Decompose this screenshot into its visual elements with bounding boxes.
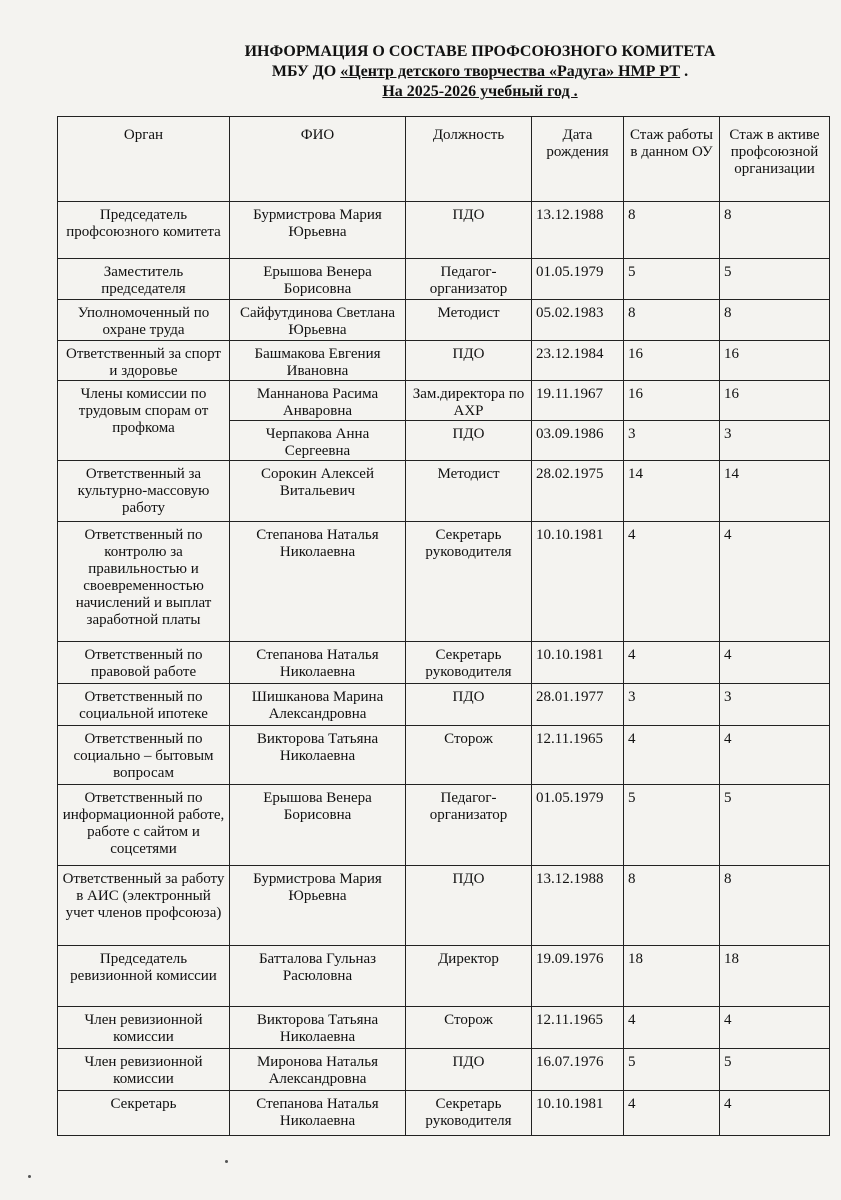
- cell-stazh-active: 4: [720, 726, 830, 785]
- cell-stazh-ou: 14: [624, 461, 720, 522]
- cell-position: ПДО: [406, 866, 532, 946]
- cell-birth-date: 10.10.1981: [532, 1091, 624, 1136]
- table-row: [58, 1007, 830, 1049]
- cell-stazh-active: 3: [720, 421, 830, 461]
- cell-fio: Степанова Наталья Николаевна: [230, 522, 406, 642]
- cell-stazh-ou: 4: [624, 522, 720, 642]
- cell-position: Секретарь руководителя: [406, 642, 532, 684]
- table-header-row: [58, 117, 830, 202]
- cell-organ: Член ревизионной комиссии: [58, 1049, 230, 1091]
- col-header-position: Должность: [406, 117, 532, 202]
- header-org-name: «Центр детского творчества «Радуга» НМР РТ: [340, 63, 681, 80]
- table-row: [58, 684, 830, 726]
- cell-position: Сторож: [406, 726, 532, 785]
- cell-birth-date: 13.12.1988: [532, 202, 624, 259]
- cell-fio: Викторова Татьяна Николаевна: [230, 1007, 406, 1049]
- cell-fio: Миронова Наталья Александровна: [230, 1049, 406, 1091]
- header-title: ИНФОРМАЦИЯ О СОСТАВЕ ПРОФСОЮЗНОГО КОМИТЕТА: [244, 43, 716, 60]
- table-row: [58, 1049, 830, 1091]
- cell-stazh-active: 8: [720, 866, 830, 946]
- cell-fio: Сорокин Алексей Витальевич: [230, 461, 406, 522]
- cell-fio: Шишканова Марина Александровна: [230, 684, 406, 726]
- cell-stazh-ou: 5: [624, 785, 720, 866]
- table-row: [58, 202, 830, 259]
- cell-birth-date: 28.01.1977: [532, 684, 624, 726]
- cell-stazh-ou: 16: [624, 381, 720, 421]
- cell-position: Педагог-организатор: [406, 259, 532, 300]
- cell-organ: Ответственный по контролю за правильностью и своевременностью начислений и выплат заработной платы: [58, 522, 230, 642]
- cell-birth-date: 19.11.1967: [532, 381, 624, 421]
- cell-organ: Ответственный за работу в АИС (электронный учет членов профсоюза): [58, 866, 230, 946]
- cell-organ: Уполномоченный по охране труда: [58, 300, 230, 341]
- cell-birth-date: 01.05.1979: [532, 785, 624, 866]
- cell-stazh-ou: 4: [624, 726, 720, 785]
- cell-stazh-ou: 3: [624, 684, 720, 726]
- cell-stazh-active: 8: [720, 300, 830, 341]
- cell-position: ПДО: [406, 341, 532, 381]
- table-row: [58, 341, 830, 381]
- col-header-birth-date: Дата рождения: [532, 117, 624, 202]
- cell-birth-date: 10.10.1981: [532, 642, 624, 684]
- cell-fio: Ерышова Венера Борисовна: [230, 259, 406, 300]
- cell-stazh-ou: 5: [624, 1049, 720, 1091]
- cell-stazh-ou: 16: [624, 341, 720, 381]
- cell-birth-date: 23.12.1984: [532, 341, 624, 381]
- table-row: [58, 726, 830, 785]
- cell-organ: Ответственный за культурно-массовую работу: [58, 461, 230, 522]
- cell-fio: Степанова Наталья Николаевна: [230, 1091, 406, 1136]
- cell-birth-date: 03.09.1986: [532, 421, 624, 461]
- cell-fio: Викторова Татьяна Николаевна: [230, 726, 406, 785]
- cell-fio: Степанова Наталья Николаевна: [230, 642, 406, 684]
- col-header-stazh-ou: Стаж работы в данном ОУ: [624, 117, 720, 202]
- cell-organ: Секретарь: [58, 1091, 230, 1136]
- cell-stazh-active: 16: [720, 341, 830, 381]
- cell-organ: Ответственный по правовой работе: [58, 642, 230, 684]
- cell-birth-date: 28.02.1975: [532, 461, 624, 522]
- scan-speck: [225, 1160, 228, 1163]
- document-header: [0, 42, 841, 102]
- cell-position: Директор: [406, 946, 532, 1007]
- scan-speck: [28, 1175, 31, 1178]
- header-org-prefix: МБУ ДО: [271, 63, 341, 80]
- cell-stazh-ou: 8: [624, 202, 720, 259]
- cell-fio: Сайфутдинова Светлана Юрьевна: [230, 300, 406, 341]
- cell-organ: Председатель ревизионной комиссии: [58, 946, 230, 1007]
- cell-birth-date: 12.11.1965: [532, 1007, 624, 1049]
- table-row: [58, 946, 830, 1007]
- cell-organ: Члены комиссии по трудовым спорам от профкома: [58, 381, 230, 461]
- committee-table: [57, 116, 830, 1136]
- cell-organ: Ответственный по информационной работе, работе с сайтом и соцсетями: [58, 785, 230, 866]
- cell-stazh-ou: 3: [624, 421, 720, 461]
- cell-stazh-ou: 4: [624, 1007, 720, 1049]
- cell-organ: Член ревизионной комиссии: [58, 1007, 230, 1049]
- cell-fio: Башмакова Евгения Ивановна: [230, 341, 406, 381]
- cell-birth-date: 01.05.1979: [532, 259, 624, 300]
- header-org-line: [0, 62, 841, 82]
- cell-stazh-active: 4: [720, 1091, 830, 1136]
- cell-organ: Ответственный по социально – бытовым вопросам: [58, 726, 230, 785]
- cell-stazh-active: 3: [720, 684, 830, 726]
- cell-birth-date: 05.02.1983: [532, 300, 624, 341]
- cell-fio: Ерышова Венера Борисовна: [230, 785, 406, 866]
- table-row: [58, 785, 830, 866]
- cell-organ: Ответственный по социальной ипотеке: [58, 684, 230, 726]
- table-row: [58, 461, 830, 522]
- cell-stazh-ou: 8: [624, 866, 720, 946]
- cell-fio: Бурмистрова Мария Юрьевна: [230, 202, 406, 259]
- cell-birth-date: 13.12.1988: [532, 866, 624, 946]
- cell-stazh-active: 4: [720, 642, 830, 684]
- cell-position: Зам.директора по АХР: [406, 381, 532, 421]
- cell-birth-date: 19.09.1976: [532, 946, 624, 1007]
- cell-fio: Черпакова Анна Сергеевна: [230, 421, 406, 461]
- cell-stazh-active: 5: [720, 259, 830, 300]
- cell-stazh-active: 16: [720, 381, 830, 421]
- table-row: [58, 259, 830, 300]
- cell-birth-date: 10.10.1981: [532, 522, 624, 642]
- cell-stazh-active: 5: [720, 785, 830, 866]
- cell-position: ПДО: [406, 202, 532, 259]
- cell-position: ПДО: [406, 421, 532, 461]
- table-row: [58, 866, 830, 946]
- table-row: [58, 300, 830, 341]
- cell-birth-date: 12.11.1965: [532, 726, 624, 785]
- col-header-fio: ФИО: [230, 117, 406, 202]
- cell-stazh-active: 5: [720, 1049, 830, 1091]
- cell-fio: Маннанова Расима Анваровна: [230, 381, 406, 421]
- cell-position: Секретарь руководителя: [406, 522, 532, 642]
- table-row: [58, 522, 830, 642]
- cell-position: Методист: [406, 461, 532, 522]
- cell-stazh-active: 4: [720, 522, 830, 642]
- cell-stazh-ou: 4: [624, 642, 720, 684]
- cell-stazh-ou: 5: [624, 259, 720, 300]
- cell-stazh-ou: 8: [624, 300, 720, 341]
- cell-stazh-active: 18: [720, 946, 830, 1007]
- cell-birth-date: 16.07.1976: [532, 1049, 624, 1091]
- cell-position: Сторож: [406, 1007, 532, 1049]
- cell-position: ПДО: [406, 1049, 532, 1091]
- col-header-organ: Орган: [58, 117, 230, 202]
- cell-fio: Батталова Гульназ Расюловна: [230, 946, 406, 1007]
- cell-stazh-ou: 4: [624, 1091, 720, 1136]
- table-row: [58, 1091, 830, 1136]
- cell-fio: Бурмистрова Мария Юрьевна: [230, 866, 406, 946]
- cell-position: Методист: [406, 300, 532, 341]
- cell-stazh-active: 8: [720, 202, 830, 259]
- table-row: [58, 381, 830, 421]
- cell-position: ПДО: [406, 684, 532, 726]
- col-header-stazh-active: Стаж в активе профсоюзной организации: [720, 117, 830, 202]
- cell-position: Секретарь руководителя: [406, 1091, 532, 1136]
- cell-organ: Заместитель председателя: [58, 259, 230, 300]
- cell-position: Педагог-организатор: [406, 785, 532, 866]
- cell-organ: Ответственный за спорт и здоровье: [58, 341, 230, 381]
- cell-organ: Председатель профсоюзного комитета: [58, 202, 230, 259]
- cell-stazh-active: 4: [720, 1007, 830, 1049]
- header-year: На 2025-2026 учебный год .: [382, 83, 578, 100]
- header-org-suffix: .: [680, 63, 689, 80]
- cell-stazh-ou: 18: [624, 946, 720, 1007]
- cell-stazh-active: 14: [720, 461, 830, 522]
- table-row: [58, 642, 830, 684]
